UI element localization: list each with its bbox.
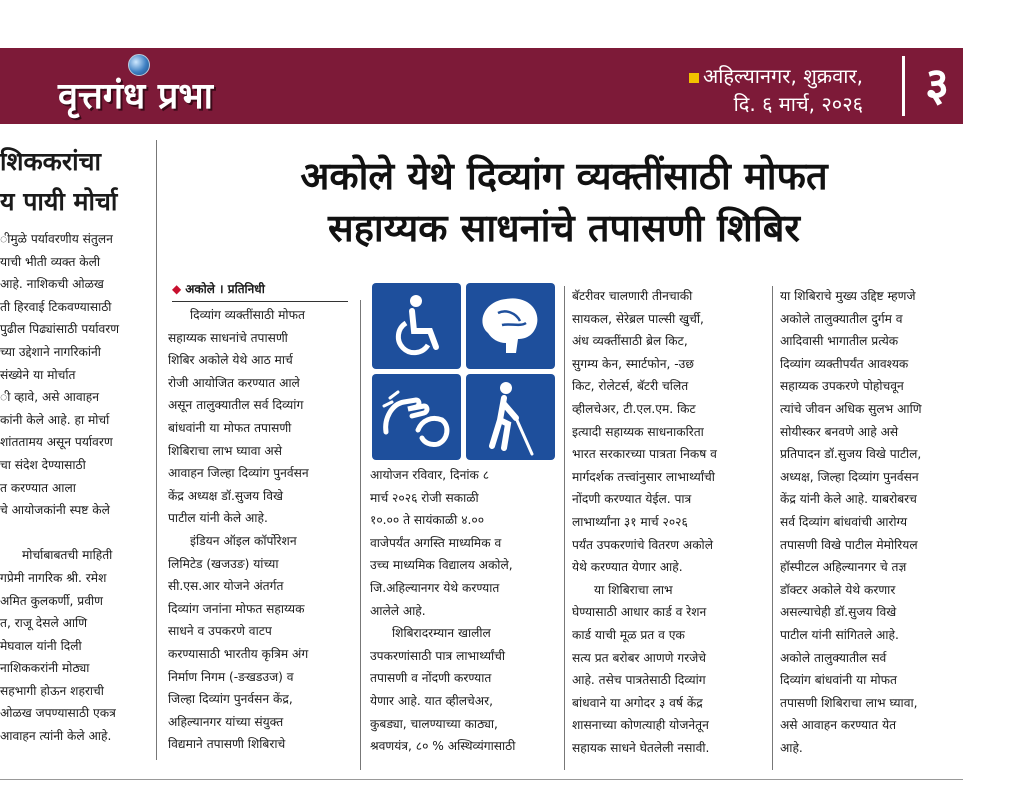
text-line: लाभार्थ्यांना ३१ मार्च २०२६ <box>572 514 688 529</box>
page-bottom-rule <box>0 779 963 780</box>
text-line: दिव्यांग बांधवांनी या मोफत <box>780 673 897 688</box>
text-line: अकोले तालुक्यातील सर्व <box>780 650 887 665</box>
text-line: पुढील पिढ्यांसाठी पर्यावरण <box>0 322 120 337</box>
text-line: बांधवाने या अगोदर ३ वर्ष केंद्र <box>572 695 703 710</box>
text-line: तपासणी शिबिराचा लाभ घ्यावा, <box>780 695 918 710</box>
left-headline-line: य पायी मोर्चा <box>0 187 118 216</box>
dateline <box>689 62 863 118</box>
text-line: कुबड्या, चालण्याच्या काठ्या, <box>370 716 498 731</box>
text-line: येणार आहे. यात व्हीलचेअर, <box>370 693 493 708</box>
text-line: आदिवासी भागातील प्रत्येक <box>780 334 899 349</box>
text-line: श्रवणयंत्र, ८० % अस्थिव्यंगासाठी <box>370 739 516 754</box>
headline-line-1: अकोले येथे दिव्यांग व्यक्तींसाठी मोफत <box>300 154 828 198</box>
text-line: या शिबिराचे मुख्य उद्दिष्ट म्हणजे <box>780 289 916 303</box>
left-story-paragraph-1 <box>0 228 152 522</box>
article-column-4 <box>780 285 964 759</box>
left-story <box>0 124 152 774</box>
text-line: शिबिराचा लाभ घ्यावा असे <box>168 443 282 458</box>
text-line: त्यांचे जीवन अधिक सुलभ आणि <box>780 401 922 416</box>
text-line: चे आयोजकांनी स्पष्ट केले <box>0 503 110 518</box>
left-story-body <box>0 228 152 748</box>
text-line: बॅटरीवर चालणारी तीनचाकी <box>572 289 693 303</box>
text-line: पर्यंत उपकरणांचे वितरण अकोले <box>572 537 713 552</box>
text-line: मेघवाल यांनी दिली <box>0 638 82 653</box>
text-line: कांनी केले आहे. हा मोर्चा <box>0 412 110 427</box>
text-line: ीमुळे पर्यावरणीय संतुलन <box>0 232 113 246</box>
article-column-1 <box>168 304 352 756</box>
text-line: भारत सरकारच्या पात्रता निकष व <box>572 447 717 462</box>
text-line: ती हिरवाई टिकवण्यासाठी <box>0 299 112 314</box>
text-line: येथे करण्यात येणार आहे. <box>572 560 683 575</box>
text-line: ी व्हावे, असे आवाहन <box>0 390 99 405</box>
byline-text: अकोले । प्रतिनिधी <box>185 282 265 296</box>
article-column-3 <box>572 285 764 759</box>
text-line: या शिबिराचा लाभ <box>594 582 673 597</box>
text-line: शांततामय असून पर्यावरण <box>0 435 113 450</box>
text-line: अमित कुलकर्णी, प्रवीण <box>0 593 103 608</box>
page-number: ३ <box>925 57 949 111</box>
dateline-date: दि. ६ मार्च, २०२६ <box>733 92 863 116</box>
text-line: रोजी आयोजित करण्यात आले <box>168 375 300 390</box>
text-line: घेण्यासाठी आधार कार्ड व रेशन <box>572 605 707 620</box>
article-column-2 <box>370 464 556 758</box>
text-line: आवाहन जिल्हा दिव्यांग पुनर्वसन <box>168 466 309 481</box>
text-line: आयोजन रविवार, दिनांक ८ <box>370 468 490 482</box>
text-line: आवाहन त्यांनी केले आहे. <box>0 729 112 744</box>
disability-icons-image <box>372 283 555 460</box>
text-line: पाटील यांनी केले आहे. <box>168 511 268 526</box>
column-rule <box>564 286 565 770</box>
text-line: प्रतिपादन डॉ.सुजय विखे पाटील, <box>780 447 922 462</box>
text-line: असल्याचेही डॉ.सुजय विखे <box>780 605 897 620</box>
article-headline <box>160 150 968 254</box>
masthead-divider <box>902 56 905 116</box>
left-story-paragraph-2 <box>0 544 152 747</box>
text-line: आहे. <box>780 740 803 755</box>
newspaper-title: वृत्तगंध प्रभा <box>58 75 213 117</box>
text-line: अहिल्यानगर यांच्या संयुक्त <box>168 714 284 729</box>
text-line: वाजेपर्यंत अगस्ति माध्यमिक व <box>370 535 502 550</box>
byline <box>172 280 348 302</box>
text-line: तपासणी विखे पाटील मेमोरियल <box>780 537 918 552</box>
text-line: सर्व दिव्यांग बांधवांची आरोग्य <box>780 514 908 529</box>
text-line: त, राजू देसले आणि <box>0 616 88 631</box>
text-line: साधने व उपकरणे वाटप <box>168 624 272 639</box>
text-line: हॉस्पीटल अहिल्यानगर चे तज्ञ <box>780 560 907 575</box>
text-line: गप्रेमी नागरिक श्री. रमेश <box>0 570 107 585</box>
text-line: केंद्र यांनी केले आहे. याबरोबरच <box>780 492 917 507</box>
text-line: आहे. तसेच पात्रतेसाठी दिव्यांग <box>572 673 706 688</box>
text-line: किट, रोलेटर्स, बॅटरी चलित <box>572 379 689 394</box>
text-line: मोर्चाबाबतची माहिती <box>22 548 113 563</box>
text-line: उच्च माध्यमिक विद्यालय अकोले, <box>370 558 513 573</box>
text-line: उपकरणांसाठी पात्र लाभार्थ्यांची <box>370 648 506 663</box>
text-line: सुगम्य केन, स्मार्टफोन, -उछ <box>572 356 694 371</box>
text-line: जिल्हा दिव्यांग पुनर्वसन केंद्र, <box>168 692 293 707</box>
left-headline-line: शिककरांचा <box>0 147 101 176</box>
text-line: विद्यमाने तपासणी शिबिराचे <box>168 737 286 752</box>
newspaper-logo <box>50 52 280 122</box>
text-line: मार्गदर्शक तत्त्वांनुसार लाभार्थ्यांची <box>572 469 715 484</box>
blind-cane-icon <box>466 374 555 460</box>
text-line: अध्यक्ष, जिल्हा दिव्यांग पुनर्वसन <box>780 469 919 484</box>
text-line: व्हीलचेअर, टी.एल.एम. किट <box>572 401 696 416</box>
text-line: इंडियन ऑइल कॉर्पोरेशन <box>190 533 297 548</box>
column-rule <box>156 140 157 760</box>
text-line: ओळख जपण्यासाठी एकत्र <box>0 706 116 721</box>
dateline-place-day: अहिल्यानगर, शुक्रवार, <box>702 64 863 88</box>
text-line: सहाय्यक उपकरणे पोहोचवून <box>780 379 904 394</box>
text-line: दिव्यांग व्यक्तीपर्यंत आवश्यक <box>780 356 909 371</box>
text-line: कार्ड याची मूळ प्रत व एक <box>572 627 685 642</box>
text-line: अंध व्यक्तींसाठी ब्रेल किट, <box>572 334 688 349</box>
text-line: तपासणी व नोंदणी करण्यात <box>370 671 492 686</box>
text-line: करण्यासाठी भारतीय कृत्रिम अंग <box>168 646 309 661</box>
text-line: शिबिर अकोले येथे आठ मार्च <box>168 353 293 368</box>
text-line: आलेले आहे. <box>370 603 426 618</box>
text-line: सहभागी होऊन शहराची <box>0 683 104 698</box>
text-line: अकोले तालुक्यातील दुर्गम व <box>780 311 903 326</box>
column-rule <box>360 300 361 770</box>
text-line: निर्माण निगम (-ङखडउज) व <box>168 669 294 684</box>
diamond-bullet-icon: ◆ <box>172 282 182 296</box>
left-story-headline <box>0 142 152 222</box>
wheelchair-icon <box>372 283 461 369</box>
masthead <box>0 48 963 124</box>
text-line: १०.०० ते सायंकाळी ४.०० <box>370 513 485 528</box>
text-line: बांधवांनी या मोफत तपासणी <box>168 420 292 435</box>
text-line: असून तालुक्यातील सर्व दिव्यांग <box>168 398 304 413</box>
text-line: च्या उद्देशाने नागरिकांनी <box>0 344 101 359</box>
text-line: केंद्र अध्यक्ष डॉ.सुजय विखे <box>168 488 283 503</box>
brain-icon <box>466 283 555 369</box>
text-line: सायकल, सेरेब्रल पाल्सी खुर्ची, <box>572 311 704 326</box>
text-line: जि.अहिल्यानगर येथे करण्यात <box>370 580 500 595</box>
text-line: सी.एस.आर योजने अंतर्गत <box>168 579 284 594</box>
text-line: सहायक साधने घेतलेली नसावी. <box>572 740 710 755</box>
headline-line-2: सहाय्यक साधनांचे तपासणी शिबिर <box>328 206 800 250</box>
text-line: पाटील यांनी सांगितले आहे. <box>780 627 899 642</box>
text-line: इत्यादी सहाय्यक साधनाकरिता <box>572 424 704 439</box>
text-line: संख्येने या मोर्चात <box>0 367 76 382</box>
text-line: दिव्यांग जनांना मोफत सहाय्यक <box>168 601 305 616</box>
text-line: मार्च २०२६ रोजी सकाळी <box>370 490 479 505</box>
text-line: चा संदेश देण्यासाठी <box>0 457 86 472</box>
text-line: सत्य प्रत बरोबर आणणे गरजेचे <box>572 650 706 665</box>
text-line: सहाय्यक साधनांचे तपासणी <box>168 330 288 345</box>
text-line: त करण्यात आला <box>0 480 76 495</box>
text-line: याची भीती व्यक्त केली <box>0 254 101 269</box>
text-line: आहे. नाशिकची ओळख <box>0 277 104 292</box>
sign-language-icon <box>372 374 461 460</box>
column-rule <box>772 286 773 770</box>
text-line: असे आवाहन करण्यात येत <box>780 718 897 733</box>
text-line: शिबिरादरम्यान खालील <box>392 626 491 641</box>
text-line: लिमिटेड (खजउङ) यांच्या <box>168 556 279 571</box>
text-line: नोंदणी करण्यात येईल. पात्र <box>572 492 692 507</box>
text-line: डॉक्टर अकोले येथे करणार <box>780 582 896 597</box>
text-line: सोयीस्कर बनवणे आहे असे <box>780 424 899 439</box>
text-line: नाशिककरांनी मोठ्या <box>0 661 90 676</box>
text-line: दिव्यांग व्यक्तींसाठी मोफत <box>190 308 305 322</box>
square-bullet-icon <box>689 73 699 83</box>
text-line: शासनाच्या कोणत्याही योजनेतून <box>572 718 709 733</box>
